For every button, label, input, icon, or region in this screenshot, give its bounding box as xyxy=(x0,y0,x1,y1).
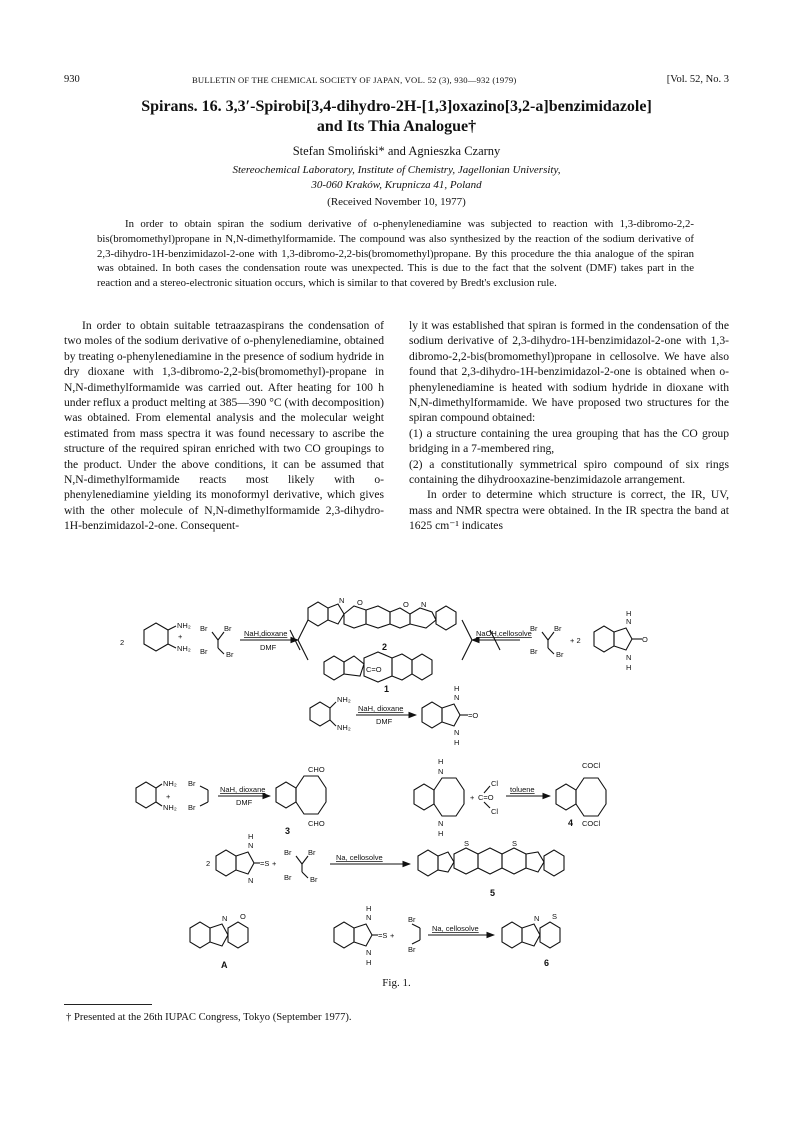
bromo-label: Br xyxy=(188,779,196,788)
nitrogen-label: N xyxy=(454,728,460,737)
running-header xyxy=(64,74,729,88)
body-column-left xyxy=(64,318,384,534)
hydrogen-label: H xyxy=(438,829,444,838)
list-item: (1) a structure containing the urea grouping that has the CO group bridging in a 7-membered ring, xyxy=(409,426,729,456)
title-line-2: and Its Thia Analogue† xyxy=(316,118,477,135)
received-date: (Received November 10, 1977) xyxy=(327,196,466,208)
sulfur-label: S xyxy=(512,839,518,848)
nitrogen-label: N xyxy=(626,653,632,662)
sulfur-label: S xyxy=(464,839,470,848)
tetrabromide-structure xyxy=(530,624,564,659)
sulfur-label: S xyxy=(552,912,558,921)
compound-number: 3 xyxy=(285,826,291,836)
bromo-label: Br xyxy=(284,848,292,857)
title-line-1: Spirans. 16. 3,3′-Spirobi[3,4-dihydro-2H-[1,3]oxazino[3,2-a]benzimidazole] xyxy=(141,98,652,115)
plus-coefficient: + 2 xyxy=(570,636,581,645)
reagent-label: Na, cellosolve xyxy=(336,853,383,862)
bromo-label: Br xyxy=(188,803,196,812)
amine-label: NH₂ xyxy=(163,779,177,788)
figure-caption: Fig. 1. xyxy=(382,977,411,989)
compound-number: 1 xyxy=(384,684,390,694)
page-number: 930 xyxy=(64,74,80,85)
plus-sign: + xyxy=(390,931,395,940)
plus-sign: + xyxy=(470,793,475,802)
benzimidazolethione-structure xyxy=(206,832,277,885)
bromo-label: Br xyxy=(200,647,208,656)
coefficient: 2 xyxy=(120,638,125,647)
nitrogen-label: N xyxy=(366,913,372,922)
footnote: † Presented at the 26th IUPAC Congress, Tokyo (September 1977). xyxy=(66,1012,352,1023)
journal-citation: BULLETIN OF THE CHEMICAL SOCIETY OF JAPAN, VOL. 52 (3), 930—932 (1979) xyxy=(192,75,517,85)
compound-2-structure xyxy=(308,596,456,652)
reagent-label: NaH, dioxane xyxy=(358,704,404,713)
bromo-label: Br xyxy=(408,945,416,954)
article-title xyxy=(64,97,729,137)
hydrogen-label: H xyxy=(438,757,444,766)
compound-5-structure xyxy=(418,839,564,898)
nitrogen-label: N xyxy=(248,876,254,885)
authors: Stefan Smoliński* and Agnieszka Czarny xyxy=(292,144,501,158)
carbonyl-label: C=O xyxy=(366,665,382,674)
plus-sign: + xyxy=(272,859,277,868)
body-paragraph: In order to obtain suitable tetraazaspirans the condensation of two moles of the sodium derivative of o-phenylenediamine, obtained by treating o-phenylenediamine in the presence of sodium hydride in dry dioxane with 1,3-dibromo-2,2-bis(bromomethyl)-propane in N,N-dimethylformamide was carried out. After heating for 100 h under reflux a product melting at 385—390 °C (with decomposition) was obtained. From elemental analysis and the molecular weight estimated from mass spectra it was found necessary to ascribe the structure of the required spiran enriched with two CO groupings to the product. Under the above conditions, it can be assumed that N,N-dimethylformamide reacts most likely with o-phenylenediamine yielding its monoformyl derivative, which gives with the other molecule of N,N-dimethylformamide 2,3-dihydro-1H-benzimidazol-2-one. Consequent- xyxy=(64,319,384,533)
bromo-label: Br xyxy=(556,650,564,659)
bromo-label: Br xyxy=(224,624,232,633)
nitrogen-label: N xyxy=(438,819,444,828)
bromo-label: Br xyxy=(408,915,416,924)
compound-number: 5 xyxy=(490,888,496,898)
bromo-label: Br xyxy=(308,848,316,857)
nitrogen-label: N xyxy=(534,914,540,923)
hydrogen-label: H xyxy=(626,609,632,618)
reagent-label: DMF xyxy=(260,643,277,652)
amine-label: NH₂ xyxy=(337,695,351,704)
affiliation-line-2: 30-060 Kraków, Krupnicza 41, Poland xyxy=(311,179,482,191)
body-paragraph: ly it was established that spiran is formed in the condensation of the sodium derivative of 2,3-dihydro-1H-benzimidazol-2-one with 1,3-dibromo-2,2-bis(bromomethyl)propane in cellosolve. We have also found that 2,3-dihydro-1H-benzimidazol-2-one is obtained when o-phenylenediamine is heated with sodium hydride in dioxane with N,N-dimethylformamide. We have proposed two structures for the spiran compound obtained: xyxy=(409,319,729,425)
nitrogen-label: N xyxy=(626,617,632,626)
reagent-label: DMF xyxy=(236,798,253,807)
coefficient: 2 xyxy=(206,859,211,868)
reagent-label: NaH,dioxane xyxy=(244,629,288,638)
compound-label: A xyxy=(221,960,228,970)
compound-number: 4 xyxy=(568,818,574,828)
compound-1-structure xyxy=(324,652,432,694)
chlorocarbonyl-label: COCl xyxy=(582,761,601,770)
oxygen-label: O xyxy=(642,635,648,644)
reagent-label: NaH, dioxane xyxy=(220,785,266,794)
carbonyl-label: C=O xyxy=(478,793,494,802)
plus-sign: + xyxy=(178,632,183,641)
tetrabromide-structure xyxy=(284,848,318,884)
reagent-label: toluene xyxy=(510,785,535,794)
nitrogen-label: N xyxy=(438,767,444,776)
bromo-label: Br xyxy=(530,647,538,656)
bromo-label: Br xyxy=(284,873,292,882)
benzimidazolone-structure xyxy=(422,684,478,747)
compound-4-structure xyxy=(556,761,606,828)
benzimidazolethione-structure xyxy=(334,904,395,967)
reagent-label: Na, cellosolve xyxy=(432,924,479,933)
amine-label: NH₂ xyxy=(337,723,351,732)
chloro-label: Cl xyxy=(491,807,499,816)
thioxo-label: =S xyxy=(378,931,388,940)
tetrabromide-structure xyxy=(200,624,234,659)
list-item: (2) a constitutionally symmetrical spiro compound of six rings containing the dihydrooxazine-benzimidazole arrangement. xyxy=(409,457,729,487)
nitrogen-label: N xyxy=(248,841,254,850)
body-column-right xyxy=(409,318,729,534)
chlorocarbonyl-label: COCl xyxy=(582,819,601,828)
body-paragraph: In order to determine which structure is correct, the IR, UV, mass and NMR spectra were obtained. In the IR spectra the band at 1625 cm⁻¹ indicates xyxy=(409,488,729,533)
formyl-label: CHO xyxy=(308,819,325,828)
nitrogen-label: N xyxy=(222,914,228,923)
oxo-label: =O xyxy=(468,711,479,720)
amine-label: NH₂ xyxy=(177,621,191,630)
hydrogen-label: H xyxy=(454,684,460,693)
bromo-label: Br xyxy=(226,650,234,659)
benzodiazepine-structure xyxy=(414,757,475,838)
o-phenylenediamine-structure xyxy=(310,695,351,732)
amine-label: NH₂ xyxy=(177,644,191,653)
hydrogen-label: H xyxy=(626,663,632,672)
footnote-rule xyxy=(64,1004,152,1005)
compound-number: 6 xyxy=(544,958,550,968)
plus-sign: + xyxy=(166,792,171,801)
compound-3-structure xyxy=(276,765,326,836)
hydrogen-label: H xyxy=(248,832,254,841)
volume-label: [Vol. 52, No. 3 xyxy=(666,74,729,85)
nitrogen-label: N xyxy=(421,600,427,609)
compound-6-structure xyxy=(502,912,560,968)
bromo-label: Br xyxy=(200,624,208,633)
hydrogen-label: H xyxy=(366,958,372,967)
oxygen-label: O xyxy=(403,600,409,609)
reagent-label: NaOH,cellosolve xyxy=(476,629,532,638)
bromo-label: Br xyxy=(554,624,562,633)
bromo-label: Br xyxy=(530,624,538,633)
reaction-scheme-figure xyxy=(120,590,700,970)
compound-a-structure xyxy=(190,912,248,970)
nitrogen-label: N xyxy=(339,596,345,605)
chloro-label: Cl xyxy=(491,779,499,788)
affiliation-line-1: Stereochemical Laboratory, Institute of Chemistry, Jagellonian University, xyxy=(232,164,561,176)
thioxo-label: =S xyxy=(260,859,270,868)
o-phenylenediamine-structure xyxy=(136,779,177,812)
dibromopropane-structure xyxy=(188,779,208,812)
oxygen-label: O xyxy=(357,598,363,607)
o-phenylenediamine-structure xyxy=(120,621,191,653)
dibromopropane-structure xyxy=(408,915,420,954)
hydrogen-label: H xyxy=(366,904,372,913)
affiliation xyxy=(64,163,729,193)
oxygen-label: O xyxy=(240,912,246,921)
benzimidazolone-structure xyxy=(594,609,648,672)
amine-label: NH₂ xyxy=(163,803,177,812)
reagent-label: DMF xyxy=(376,717,393,726)
compound-number: 2 xyxy=(382,642,388,652)
bromo-label: Br xyxy=(310,875,318,884)
abstract: In order to obtain spiran the sodium derivative of o-phenylenediamine was subjected to reaction with 1,3-dibromo-2,2-bis(bromomethyl)propane in N,N-dimethylformamide. The compound was also synthesized by the reaction of the sodium derivative of 2,3-dihydro-1H-benzimidazol-2-one with 1,3-dibromo-2,2-bis(bromomethyl)propane. By this procedure the thia analogue of the spiran was obtained. In both cases the condensation route was unexpected. This is due to the fact that the solvent (DMF) takes part in the reaction and a stereo-electronic situation occurs, which is similar to that covered by Bredt's exclusion rule. xyxy=(97,218,694,290)
nitrogen-label: N xyxy=(454,693,460,702)
phosgene-structure xyxy=(478,779,498,816)
hydrogen-label: H xyxy=(454,738,460,747)
nitrogen-label: N xyxy=(366,948,372,957)
formyl-label: CHO xyxy=(308,765,325,774)
